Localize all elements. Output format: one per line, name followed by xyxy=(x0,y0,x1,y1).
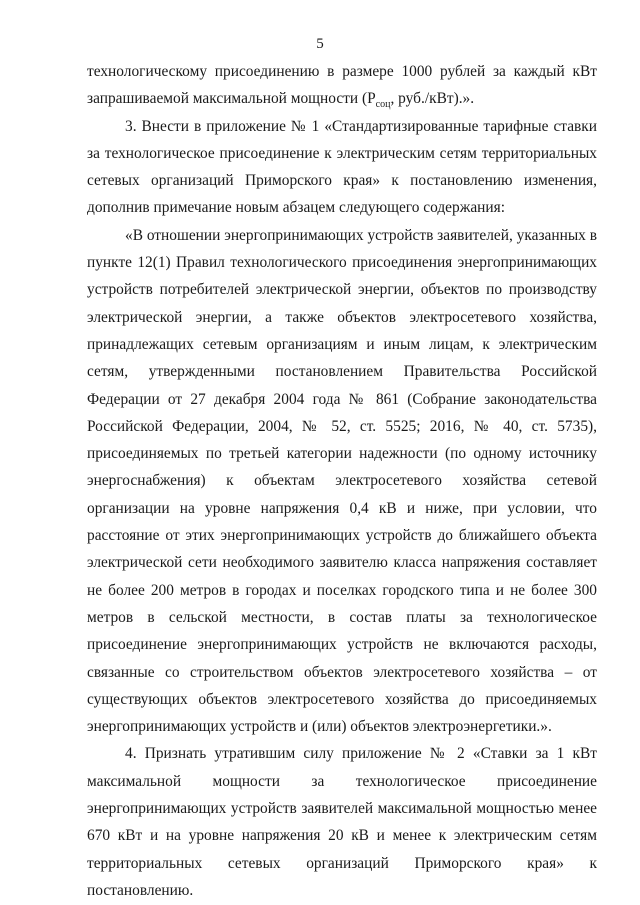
paragraph-item-3: 3. Внести в приложение № 1 «Стандартизированные тарифные ставки за технологическое присоединение к электрическим сетям территориальных сетевых организаций Приморского края» к постановлению изменения, дополнив примечание новым абзацем следующего содержания: xyxy=(87,117,597,217)
paragraph-text-end: , руб./кВт).». xyxy=(390,90,475,108)
page-number: 5 xyxy=(316,36,324,52)
paragraph-item-4: 4. Признать утратившим силу приложение № 2 «Ставки за 1 кВт максимальной мощности за технологическое присоединение энергопринимающих устройств заявителей максимальной мощностью менее 670 кВт и на уровне напряжения 20 кВ и менее к электрическим сетям территориальных сетевых организаций Приморского края» к постановлению. xyxy=(87,745,597,899)
paragraph-text: технологическому присоединению в размере 1000 рублей за каждый кВт запрашиваемой максимальной мощности (P xyxy=(87,63,597,108)
document-body xyxy=(87,58,597,904)
subscript-text: соц xyxy=(375,99,391,111)
paragraph-quoted-note: «В отношении энергопринимающих устройств заявителей, указанных в пункте 12(1) Правил технологического присоединения энергопринимающих устройств потребителей электрической энергии, объектов по производству электрической энергии, а также объектов электросетевого хозяйства, принадлежащих сетевым организациям и иным лицам, к электрическим сетям, утвержденными постановлением Правительства Российской Федерации от 27 декабря 2004 года № 861 (Собрание законодательства Российской Федерации, 2004, № 52, ст. 5525; 2016, № 40, ст. 5735), присоединяемых по третьей категории надежности (по одному источнику энергоснабжения) к объектам электросетевого хозяйства сетевой организации на уровне напряжения 0,4 кВ и ниже, при условии, что расстояние от этих энергопринимающих устройств до ближайшего объекта электрической сети необходимого заявителю класса напряжения составляет не более 200 метров в городах и поселках городского типа и не более 300 метров в сельской местности, в состав платы за технологическое присоединение энергопринимающих устройств не включаются расходы, связанные со строительством объектов электросетевого хозяйства – от существующих объектов электросетевого хозяйства до присоединяемых энергопринимающих устройств и (или) объектов электроэнергетики.». xyxy=(87,226,597,736)
paragraph-continuation xyxy=(87,58,597,113)
